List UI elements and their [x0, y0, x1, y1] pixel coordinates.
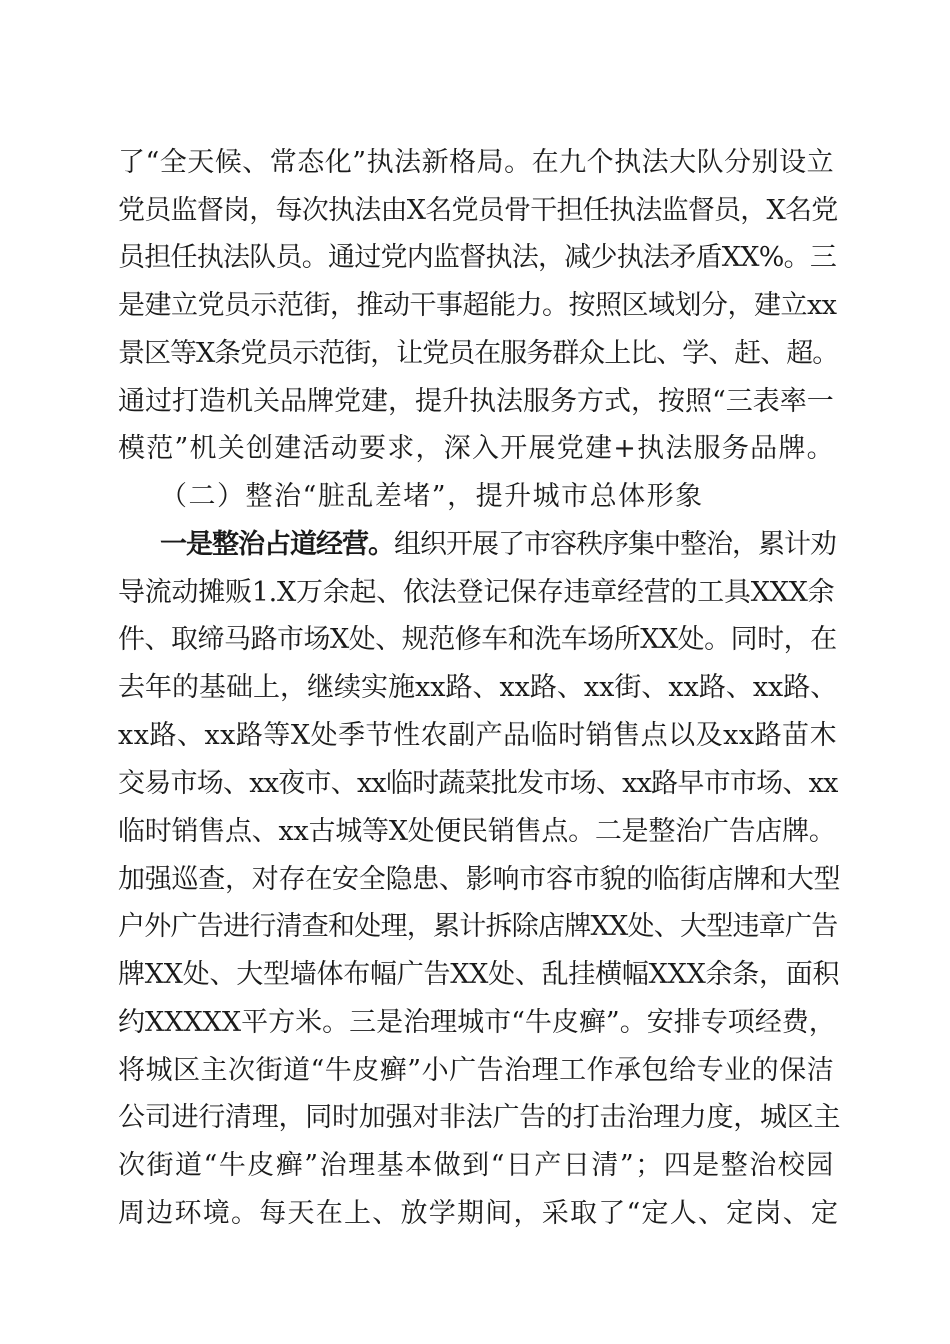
text-line-6: 通过打造机关品牌党建，提升执法服务方式，按照“三表率一 [118, 386, 834, 417]
text-line-p2-1: 导流动摊贩1.X万余起、依法登记保存违章经营的工具XXX余 [118, 577, 835, 608]
text-line-p2-12: 公司进行清理，同时加强对非法广告的打击治理力度，城区主 [118, 1102, 841, 1133]
text-line-5: 景区等X条党员示范街，让党员在服务群众上比、学、赶、超。 [118, 338, 839, 369]
text-line-3: 员担任执法队员。通过党内监督执法，减少执法矛盾XX%。三 [118, 242, 837, 273]
text-line-2: 党员监督岗，每次执法由X名党员骨干担任执法监督员，X名党 [118, 195, 838, 226]
paragraph-lead: 一是整治占道经营。 [160, 529, 394, 560]
text-line-p2-8: 户外广告进行清查和处理，累计拆除店牌XX处、大型违章广告 [118, 911, 838, 942]
text-line-p2-14: 周边环境。每天在上、放学期间，采取了“定人、定岗、定 [118, 1198, 840, 1229]
text-line-p2-5: 交易市场、xx夜市、xx临时蔬菜批发市场、xx路早市市场、xx [118, 768, 838, 799]
text-line-p2-13: 次街道“牛皮癣”治理基本做到“日产日清”；四是整治校园 [118, 1150, 835, 1181]
text-line-p2-7: 加强巡查，对存在安全隐患、影响市容市貌的临街店牌和大型 [118, 864, 841, 895]
text-line-p2-2: 件、取缔马路市场X处、规范修车和洗车场所XX处。同时，在 [118, 624, 837, 655]
section-heading: （二）整治“脏乱差堵”，提升城市总体形象 [160, 481, 704, 512]
paragraph-first-line-text: 组织开展了市容秩序集中整治，累计劝 [394, 529, 836, 560]
text-line-p2-4: xx路、xx路等X处季节性农副产品临时销售点以及xx路苗木 [118, 720, 838, 751]
paragraph-first-line [160, 528, 836, 562]
text-line-p2-11: 将城区主次街道“牛皮癣”小广告治理工作承包给专业的保洁 [118, 1055, 835, 1086]
text-line-p2-6: 临时销售点、xx古城等X处便民销售点。二是整治广告店牌。 [118, 816, 836, 847]
text-line-p2-10: 约XXXXX平方米。三是治理城市“牛皮癣”。安排专项经费， [118, 1007, 836, 1038]
text-line-4: 是建立党员示范街，推动干事超能力。按照区域划分，建立xx [118, 290, 837, 321]
text-line-p2-3: 去年的基础上，继续实施xx路、xx路、xx街、xx路、xx路、 [118, 672, 838, 703]
text-line-p2-9: 牌XX处、大型墙体布幅广告XX处、乱挂横幅XXX余条，面积 [118, 959, 840, 990]
text-line-7: 模范”机关创建活动要求，深入开展党建+执法服务品牌。 [118, 433, 835, 464]
text-line-1: 了“全天候、常态化”执法新格局。在九个执法大队分别设立 [118, 147, 835, 178]
